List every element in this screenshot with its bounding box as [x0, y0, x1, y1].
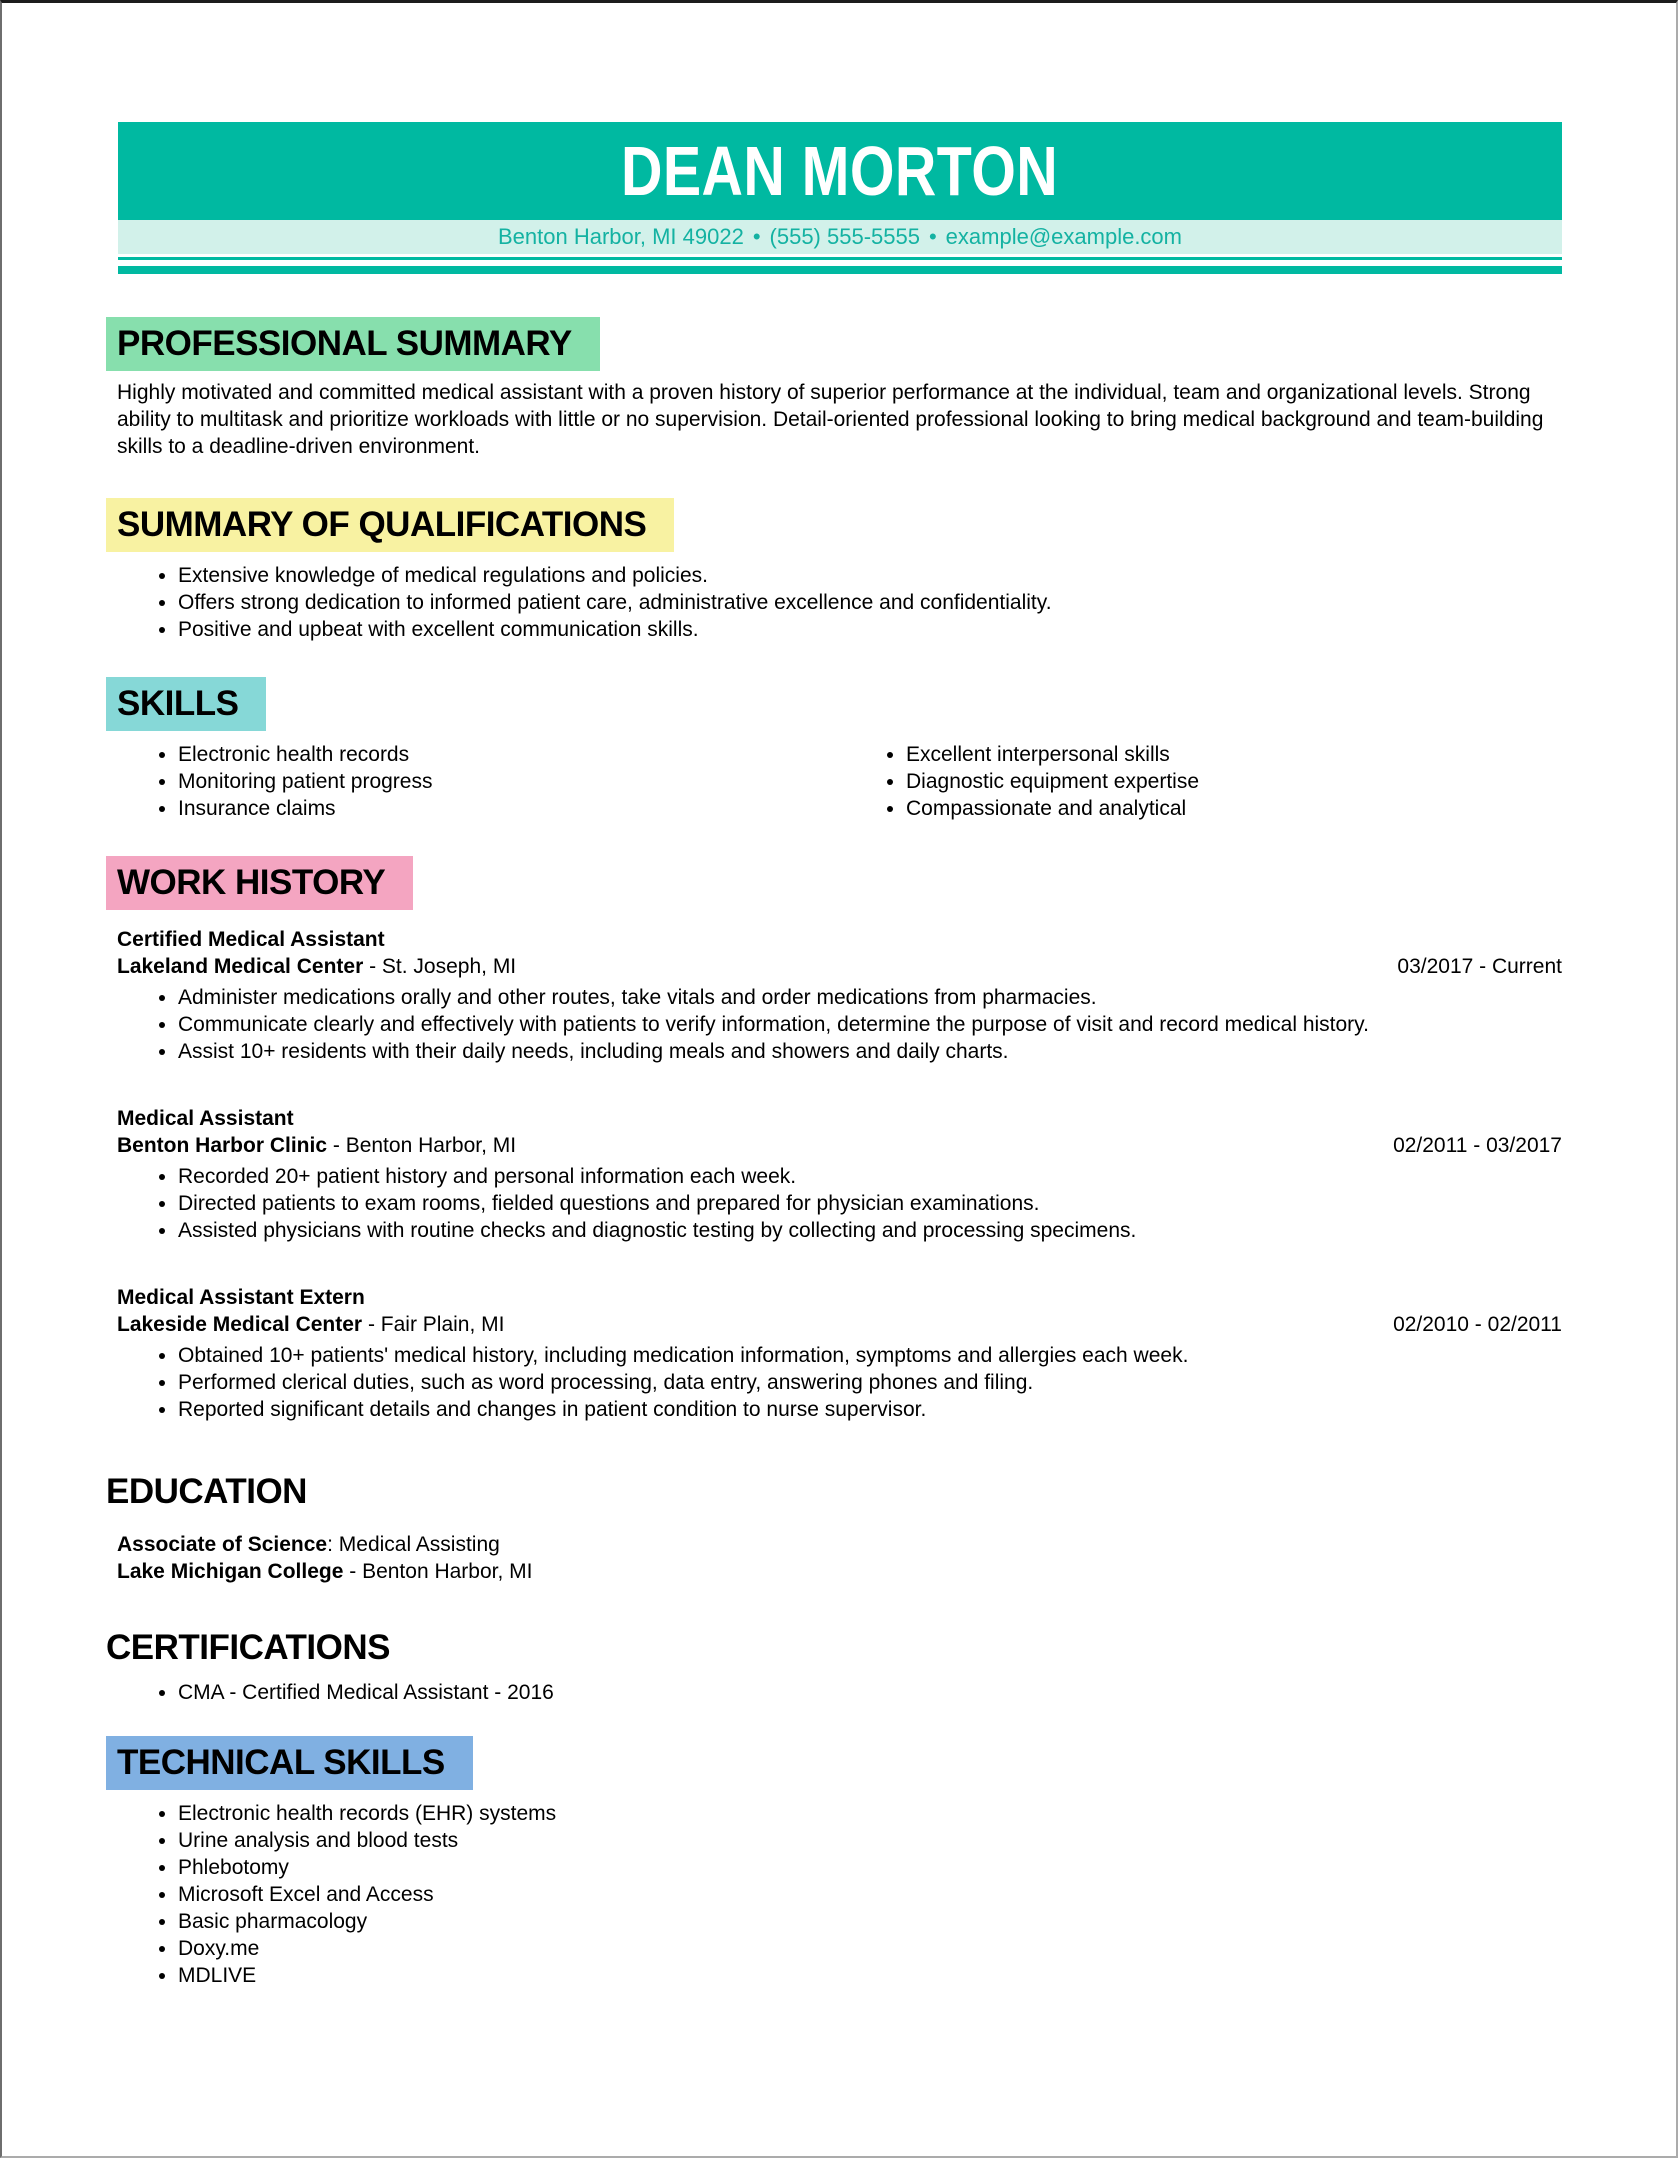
employer-location-separator: -: [363, 955, 382, 978]
job-title: Medical Assistant: [117, 1107, 294, 1130]
job-employer: Benton Harbor Clinic: [117, 1134, 328, 1157]
section-certifications: [106, 1627, 1562, 1706]
header-divider-bar: [118, 266, 1562, 274]
contact-separator: •: [752, 224, 761, 249]
section-heading-work-history: WORK HISTORY: [106, 856, 413, 910]
tech-skill-item: • Urine analysis and blood tests: [178, 1827, 1562, 1854]
job-location: Benton Harbor, MI: [345, 1134, 517, 1157]
contact-separator: •: [928, 224, 937, 249]
section-technical-skills: [106, 1736, 1562, 1989]
job-entry: [106, 1284, 1562, 1423]
degree-field-separator: :: [327, 1533, 339, 1556]
job-employer: Lakeland Medical Center: [117, 955, 364, 978]
header-divider-line: [118, 257, 1562, 260]
skill-item: • Excellent interpersonal skills: [906, 741, 1562, 768]
skill-item: • Electronic health records: [178, 741, 834, 768]
contact-phone: (555) 555-5555: [769, 224, 920, 249]
candidate-name: DEAN MORTON: [621, 132, 1059, 210]
job-title: Medical Assistant Extern: [117, 1286, 365, 1309]
job-duties-list: [106, 984, 1562, 1065]
header-banner: [118, 122, 1562, 220]
job-bullet: • Administer medications orally and other routes, take vitals and order medications from pharmacies.: [178, 984, 1562, 1011]
job-bullet: • Obtained 10+ patients' medical history, including medication information, symptoms and allergies each week.: [178, 1342, 1562, 1369]
resume-body: [106, 317, 1562, 1989]
education-field: Medical Assisting: [338, 1533, 500, 1556]
job-dates: 03/2017 - Current: [1397, 955, 1562, 978]
skill-item: • Monitoring patient progress: [178, 768, 834, 795]
skills-list-left: [106, 741, 834, 822]
job-bullet: • Directed patients to exam rooms, fielded questions and prepared for physician examinations.: [178, 1190, 1562, 1217]
job-bullet: • Assist 10+ residents with their daily needs, including meals and showers and daily charts.: [178, 1038, 1562, 1065]
job-entry: [106, 1105, 1562, 1244]
section-heading-technical-skills: TECHNICAL SKILLS: [106, 1736, 473, 1790]
tech-skill-item: • MDLIVE: [178, 1962, 1562, 1989]
section-skills: [106, 677, 1562, 822]
qualifications-list: [106, 562, 1562, 643]
job-bullet: • Performed clerical duties, such as word processing, data entry, answering phones and filing.: [178, 1369, 1562, 1396]
skill-item: • Compassionate and analytical: [906, 795, 1562, 822]
education-degree-line: [117, 1531, 1562, 1558]
job-title: Certified Medical Assistant: [117, 928, 385, 951]
section-heading-certifications: CERTIFICATIONS: [106, 1628, 391, 1667]
tech-skill-item: • Microsoft Excel and Access: [178, 1881, 1562, 1908]
skill-item: • Insurance claims: [178, 795, 834, 822]
section-heading-education: EDUCATION: [106, 1472, 307, 1511]
job-bullet: • Assisted physicians with routine checks and diagnostic testing by collecting and processing specimens.: [178, 1217, 1562, 1244]
header: [118, 122, 1562, 274]
education-location: Benton Harbor, MI: [362, 1560, 533, 1583]
job-location: St. Joseph, MI: [381, 955, 517, 978]
job-duties-list: [106, 1342, 1562, 1423]
qualification-item: • Extensive knowledge of medical regulations and policies.: [178, 562, 1562, 589]
skills-list-right: [834, 741, 1562, 822]
job-duties-list: [106, 1163, 1562, 1244]
employer-location-separator: -: [362, 1313, 381, 1336]
school-location-separator: -: [343, 1560, 363, 1583]
job-employer-row: [117, 953, 1562, 980]
job-bullet: • Reported significant details and changes in patient condition to nurse supervisor.: [178, 1396, 1562, 1423]
section-work-history: [106, 856, 1562, 1423]
job-dates: 02/2010 - 02/2011: [1393, 1313, 1562, 1336]
job-employer-row: [117, 1311, 1562, 1338]
job-entry: [106, 926, 1562, 1065]
job-bullet: • Communicate clearly and effectively with patients to verify information, determine the purpose of visit and record medical history.: [178, 1011, 1562, 1038]
job-employer-line: [117, 953, 516, 980]
job-employer: Lakeside Medical Center: [117, 1313, 363, 1336]
employer-location-separator: -: [327, 1134, 346, 1157]
job-employer-line: [117, 1132, 516, 1159]
contact-location: Benton Harbor, MI 49022: [497, 224, 744, 249]
job-employer-row: [117, 1132, 1562, 1159]
qualification-item: • Offers strong dedication to informed patient care, administrative excellence and confidentiality.: [178, 589, 1562, 616]
certifications-list: [106, 1679, 1562, 1706]
section-heading-professional-summary: PROFESSIONAL SUMMARY: [106, 317, 600, 371]
tech-skill-item: • Doxy.me: [178, 1935, 1562, 1962]
tech-skill-item: • Basic pharmacology: [178, 1908, 1562, 1935]
contact-email: example@example.com: [945, 224, 1182, 249]
section-professional-summary: [106, 317, 1562, 460]
certification-item: • CMA - Certified Medical Assistant - 2016: [178, 1679, 1562, 1706]
skills-columns: [106, 741, 1562, 822]
job-dates: 02/2011 - 03/2017: [1393, 1134, 1562, 1157]
section-heading-summary-of-qualifications: SUMMARY OF QUALIFICATIONS: [106, 498, 674, 552]
job-bullet: • Recorded 20+ patient history and personal information each week.: [178, 1163, 1562, 1190]
contact-bar: [118, 220, 1562, 254]
section-heading-skills: SKILLS: [106, 677, 266, 731]
professional-summary-text: Highly motivated and committed medical assistant with a proven history of superior performance at the individual, team and organizational levels. Strong ability to multitask and prioritize workloads with little or no supervision. Detail-oriented professional looking to bring medical background and team-building skills to a deadline-driven environment.: [117, 381, 1544, 458]
job-employer-line: [117, 1311, 504, 1338]
education-details: [117, 1531, 1562, 1585]
technical-skills-list: [106, 1800, 1562, 1989]
education-school: Lake Michigan College: [117, 1560, 344, 1583]
tech-skill-item: • Electronic health records (EHR) systems: [178, 1800, 1562, 1827]
skill-item: • Diagnostic equipment expertise: [906, 768, 1562, 795]
section-summary-of-qualifications: [106, 498, 1562, 643]
section-education: [106, 1471, 1562, 1585]
tech-skill-item: • Phlebotomy: [178, 1854, 1562, 1881]
education-degree: Associate of Science: [117, 1533, 328, 1556]
job-location: Fair Plain, MI: [380, 1313, 505, 1336]
qualification-item: • Positive and upbeat with excellent communication skills.: [178, 616, 1562, 643]
education-school-line: [117, 1558, 1562, 1585]
